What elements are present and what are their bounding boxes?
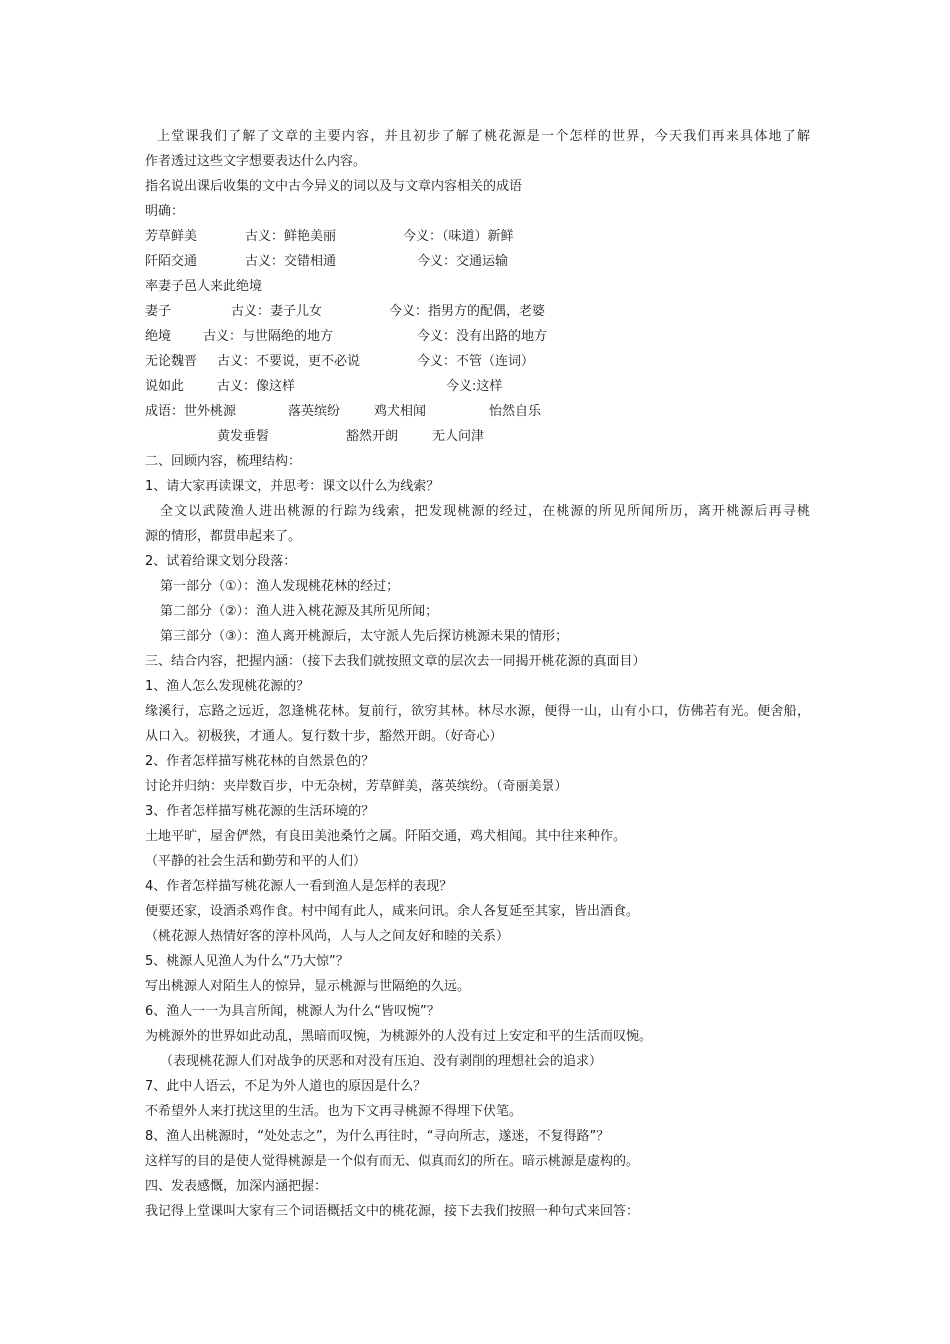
section-heading: 二、回顾内容，梳理结构： <box>145 454 302 469</box>
ancient-meaning: 古义：妻子儿女 <box>231 304 323 319</box>
section-heading: 三、结合内容，把握内涵：（接下去我们就按照文章的层次去一同揭开桃花源的真面目） <box>145 654 646 669</box>
idiom: 鸡犬相闻 <box>374 404 427 419</box>
word-term: 绝境 <box>145 329 172 344</box>
answer-line: 土地平旷，屋舍俨然，有良田美池桑竹之属。阡陌交通，鸡犬相闻。其中往来种作。 <box>145 829 627 844</box>
modern-meaning: 今义：指男方的配偶，老婆 <box>389 304 546 319</box>
task-line: 指名说出课后收集的文中古今异义的词以及与文章内容相关的成语 <box>145 179 523 194</box>
question-line: 4、作者怎样描写桃花源人一看到渔人是怎样的表现？ <box>145 879 453 894</box>
idiom: 无人问津 <box>432 429 485 444</box>
idiom: 成语：世外桃源 <box>145 404 237 419</box>
answer-note: （表现桃花源人们对战争的厌恶和对没有压迫、没有剥削的理想社会的追求） <box>160 1054 603 1069</box>
idiom: 黄发垂髫 <box>217 429 270 444</box>
ancient-meaning: 古义：交错相通 <box>245 254 337 269</box>
answer-line: 源的情形，都贯串起来了。 <box>145 529 302 544</box>
ancient-meaning: 古义：鲜艳美丽 <box>245 229 337 244</box>
answer-note: （桃花源人热情好客的淳朴风尚，人与人之间友好和睦的关系） <box>145 929 510 944</box>
answer-line: 便要还家，设酒杀鸡作食。村中闻有此人，咸来问讯。余人各复延至其家，皆出酒食。 <box>145 904 640 919</box>
answer-note: （平静的社会生活和勤劳和平的人们） <box>145 854 367 869</box>
word-term: 无论魏晋 <box>145 354 198 369</box>
modern-meaning: 今义：不管（连词） <box>417 354 535 369</box>
intro-line-1: 上堂课我们了解了文章的主要内容，并且初步了解了桃花源是一个怎样的世界，今天我们再来具体地了解 <box>157 129 810 144</box>
answer-line: 缘溪行，忘路之远近，忽逢桃花林。复前行，欲穷其林。林尽水源，便得一山，山有小口，仿佛若有光。便舍船， <box>145 704 810 719</box>
word-term: 说如此 <box>145 379 185 394</box>
section-part-line: 第一部分（①）：渔人发现桃花林的经过； <box>160 579 400 594</box>
section-heading: 四、发表感慨，加深内涵把握： <box>145 1179 328 1194</box>
question-line: 2、作者怎样描写桃花林的自然景色的？ <box>145 754 375 769</box>
answer-line: 不希望外人来打扰这里的生活。也为下文再寻桃源不得埋下伏笔。 <box>145 1104 523 1119</box>
question-line: 3、作者怎样描写桃花源的生活环境的？ <box>145 804 375 819</box>
question-line: 5、桃源人见渔人为什么“乃大惊”？ <box>145 954 349 969</box>
question-line: 1、请大家再读课文，并思考：课文以什么为线索？ <box>145 479 440 494</box>
word-term: 妻子 <box>145 304 172 319</box>
idiom: 怡然自乐 <box>489 404 542 419</box>
modern-meaning: 今义:这样 <box>446 379 503 394</box>
answer-line: 从口入。初极狭，才通人。复行数十步，豁然开朗。（好奇心） <box>145 729 503 744</box>
question-line: 8、渔人出桃源时，“处处志之”，为什么再往时，“寻向所志，遂迷，不复得路”？ <box>145 1129 610 1144</box>
answer-line: 我记得上堂课叫大家有三个词语概括文中的桃花源，接下去我们按照一种句式来回答： <box>145 1204 640 1219</box>
section-part-line: 第二部分（②）：渔人进入桃花源及其所见所闻； <box>160 604 439 619</box>
word-term: 阡陌交通 <box>145 254 198 269</box>
modern-meaning: 今义：没有出路的地方 <box>417 329 548 344</box>
answer-line: 讨论并归纳：夹岸数百步，中无杂树，芳草鲜美，落英缤纷。（奇丽美景） <box>145 779 568 794</box>
idiom: 落英缤纷 <box>288 404 341 419</box>
modern-meaning: 今义：（味道）新鲜 <box>403 229 514 244</box>
idiom: 豁然开朗 <box>346 429 399 444</box>
modern-meaning: 今义：交通运输 <box>417 254 509 269</box>
question-line: 1、渔人怎么发现桃花源的？ <box>145 679 310 694</box>
ancient-meaning: 古义：与世隔绝的地方 <box>203 329 334 344</box>
question-line: 7、此中人语云，不足为外人道也的原因是什么？ <box>145 1079 427 1094</box>
answer-line: 这样写的目的是使人觉得桃源是一个似有而无、似真而幻的所在。暗示桃源是虚构的。 <box>145 1154 640 1169</box>
intro-line-2: 作者透过这些文字想要表达什么内容。 <box>145 154 367 169</box>
question-line: 6、渔人一一为具言所闻，桃源人为什么“皆叹惋”？ <box>145 1004 440 1019</box>
answer-line: 为桃源外的世界如此动乱，黑暗而叹惋，为桃源外的人没有过上安定和平的生活而叹惋。 <box>145 1029 653 1044</box>
question-line: 2、试着给课文划分段落： <box>145 554 297 569</box>
clarify-label: 明确： <box>145 204 185 219</box>
ancient-meaning: 古义：像这样 <box>217 379 296 394</box>
sentence-line: 率妻子邑人来此绝境 <box>145 279 263 294</box>
word-term: 芳草鲜美 <box>145 229 198 244</box>
section-part-line: 第三部分（③）：渔人离开桃源后，太守派人先后探访桃源未果的情形； <box>160 629 569 644</box>
answer-line: 写出桃源人对陌生人的惊异，显示桃源与世隔绝的久远。 <box>145 979 471 994</box>
ancient-meaning: 古义：不要说，更不必说 <box>217 354 361 369</box>
answer-line: 全文以武陵渔人进出桃源的行踪为线索，把发现桃源的经过，在桃源的所见所闻所历，离开桃源后再寻桃 <box>160 504 810 519</box>
